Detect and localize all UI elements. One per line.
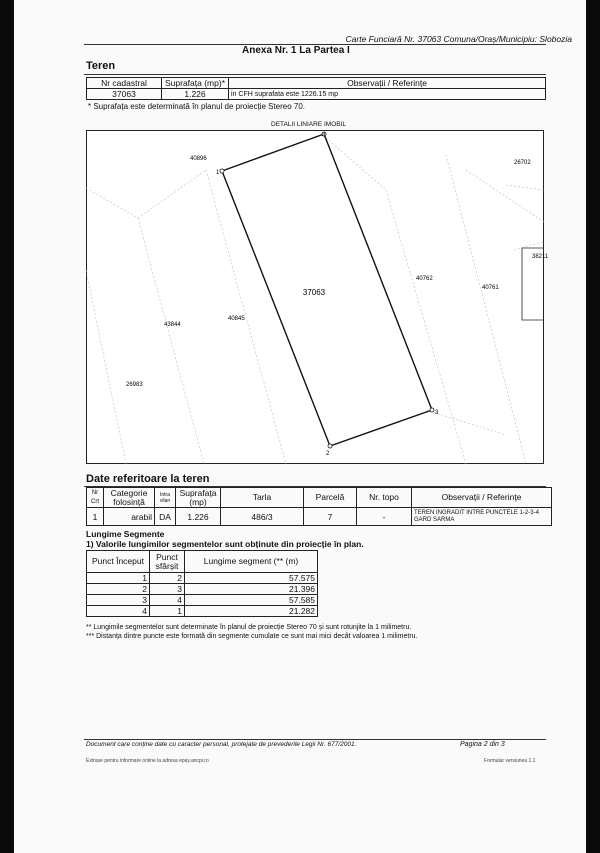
document-header: Carte Funciară Nr. 37063 Comuna/Oraș/Municipiu: Slobozia <box>345 34 572 44</box>
cell-start: 2 <box>87 584 150 595</box>
cell-nr-cadastral: 37063 <box>87 89 162 100</box>
parcel-label: 37063 <box>302 288 326 297</box>
col-punct-inceput: Punct Început <box>87 551 150 573</box>
teren-table <box>86 77 546 100</box>
cell-intravilan: DA <box>155 508 176 526</box>
cell-end: 1 <box>150 606 185 617</box>
teren-heading: Teren <box>86 60 116 72</box>
col-parcela: Parcelă <box>304 488 357 508</box>
cell-suprafata-ref: 1.226 <box>176 508 221 526</box>
neighbor-label-43844: 43844 <box>164 322 181 328</box>
date-referitoare-table <box>86 487 552 526</box>
cell-start: 4 <box>87 606 150 617</box>
segmente-note-1: ** Lungimile segmentelor sunt determinate în planul de proiecție Stereo 70 și sunt rotunjite la 1 milimetru. <box>86 624 412 631</box>
cell-observatii: in CFH suprafata este 1226.15 mp <box>229 89 546 100</box>
table-row <box>87 584 318 595</box>
vertex-marker <box>328 444 332 448</box>
col-intravilan: Intra vilan <box>155 488 176 508</box>
col-categorie: Categorie folosință <box>104 488 155 508</box>
cell-end: 3 <box>150 584 185 595</box>
cell-start: 3 <box>87 595 150 606</box>
vertex-marker <box>220 169 224 173</box>
vertex-label-4: 4 <box>322 133 326 140</box>
col-nr-cadastral: Nr cadastral <box>87 78 162 89</box>
neighbor-label-40761: 40761 <box>482 285 499 291</box>
cadastral-plan <box>86 130 549 464</box>
cell-end: 4 <box>150 595 185 606</box>
teren-rule <box>84 74 546 75</box>
col-nr-topo: Nr. topo <box>357 488 412 508</box>
table-row <box>87 606 318 617</box>
date-referitoare-heading: Date referitoare la teren <box>86 473 210 485</box>
col-observatii: Observații / Referințe <box>229 78 546 89</box>
cell-suprafata: 1.226 <box>162 89 229 100</box>
segmente-subheading: 1) Valorile lungimilor segmentelor sunt obținute din proiecție în plan. <box>86 539 364 549</box>
cell-length: 57.585 <box>185 595 318 606</box>
cell-length: 57.575 <box>185 573 318 584</box>
cell-nr-crt: 1 <box>87 508 104 526</box>
col-observatii-ref: Observații / Referințe <box>412 488 552 508</box>
footer-form-version: Formular versiunea 1.1 <box>484 758 536 764</box>
col-nr-crt: Nr Crt <box>87 488 104 508</box>
cell-end: 2 <box>150 573 185 584</box>
teren-footnote: * Suprafața este determinată în planul de proiecție Stereo 70. <box>88 102 306 111</box>
neighbor-label-40762: 40762 <box>416 276 433 282</box>
col-suprafata-ref: Suprafața (mp) <box>176 488 221 508</box>
col-lungime-segment: Lungime segment (** (m) <box>185 551 318 573</box>
cell-observatii-ref: TEREN INGRADIT INTRE PUNCTELE 1-2-3-4 GARD SARMA <box>412 508 552 526</box>
neighbor-label-38211: 38211 <box>532 254 549 260</box>
footer-page-number: Pagina 2 din 3 <box>460 741 505 748</box>
neighbor-label-26983: 26983 <box>126 382 143 388</box>
vertex-marker <box>430 408 434 412</box>
col-suprafata: Suprafața (mp)* <box>162 78 229 89</box>
vertex-label-2: 2 <box>326 451 330 457</box>
footer-online-extract: Extrase pentru informare online la adresa epay.ancpi.ro <box>86 758 209 764</box>
document-page <box>14 0 586 853</box>
neighbor-label-26702: 26702 <box>514 160 531 166</box>
table-row <box>87 573 318 584</box>
vertex-label-1: 1 <box>216 170 220 176</box>
neighbor-label-40896: 40896 <box>190 156 207 162</box>
footer-rule <box>84 739 546 740</box>
table-row <box>87 595 318 606</box>
col-punct-sfarsit: Punct sfârșit <box>150 551 185 573</box>
vertex-label-3: 3 <box>435 410 439 416</box>
annex-title: Anexa Nr. 1 La Partea I <box>242 45 350 56</box>
segmente-note-2: *** Distanța dintre puncte este formată din segmente cumulate ce sunt mai mici decât valoarea 1 milimetru. <box>86 633 418 640</box>
neighbor-label-40845: 40845 <box>228 316 245 322</box>
col-tarla: Tarla <box>221 488 304 508</box>
segmente-heading: Lungime Segmente <box>86 529 165 539</box>
segmente-table <box>86 550 318 617</box>
cell-categorie: arabil <box>104 508 155 526</box>
footer-privacy-note: Document care conține date cu caracter personal, protejate de prevederile Legii Nr. 677/2001. <box>86 741 357 748</box>
cell-nr-topo: - <box>357 508 412 526</box>
cell-tarla: 486/3 <box>221 508 304 526</box>
cell-length: 21.282 <box>185 606 318 617</box>
cell-parcela: 7 <box>304 508 357 526</box>
cell-length: 21.396 <box>185 584 318 595</box>
plan-title: DETALII LINIARE IMOBIL <box>271 121 347 128</box>
cell-start: 1 <box>87 573 150 584</box>
